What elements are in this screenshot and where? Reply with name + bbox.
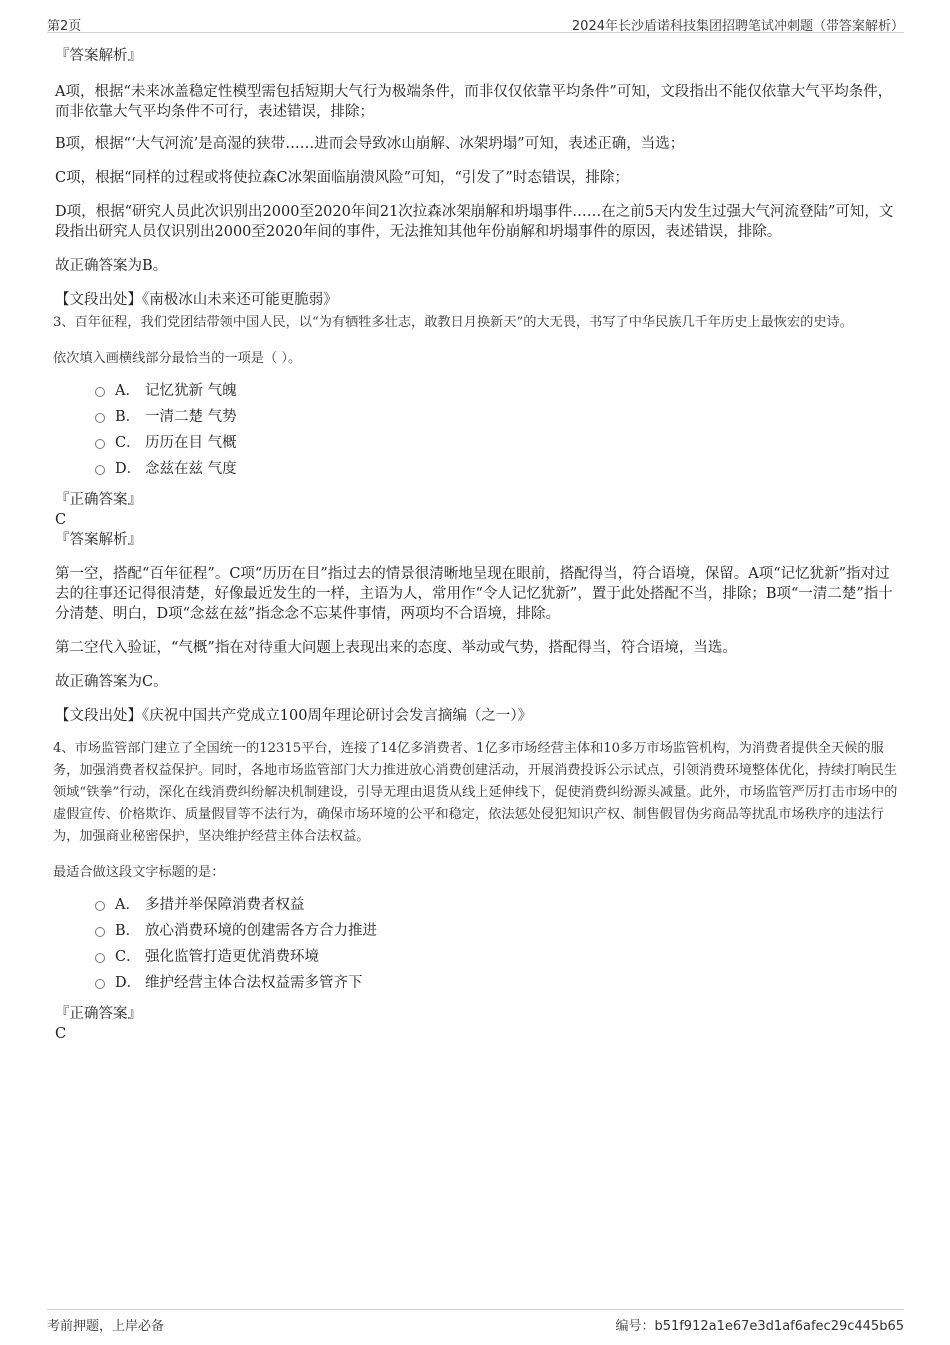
- option-letter: A．: [115, 897, 140, 913]
- option-b[interactable]: [95, 918, 900, 944]
- question-stem-3: 3、百年征程，我们党团结带领中国人民，以“为有牺牲多壮志，敢教日月换新天”的大无畏，书写了中华民族几千年历史上最恢宏的史诗。: [53, 315, 853, 330]
- option-text: 一清二楚 气势: [145, 409, 237, 425]
- page-footer: [47, 1309, 904, 1334]
- footer-slogan: 考前押题，上岸必备: [47, 1319, 165, 1334]
- document-code: 编号：b51f912a1e67e3d1af6afec29c445b65: [615, 1319, 904, 1334]
- question-instruction-4: 最适合做这段文字标题的是：: [53, 865, 225, 880]
- analysis-heading: 『答案解析』: [55, 48, 142, 64]
- page-number: 第2页: [47, 19, 82, 34]
- analysis-option-d: D项，根据“研究人员此次识别出2000至2020年间21次拉森冰架崩解和坍塌事件……在之前5天内发生过强大气河流登陆”可知，文段指出研究人员仅识别出2000至2020年间的事件，无法推知其他年份崩解和坍塌事件的原因，表述错误，排除。: [55, 204, 894, 240]
- radio-button[interactable]: [95, 465, 105, 475]
- option-text: 念兹在兹 气度: [145, 461, 237, 477]
- radio-button[interactable]: [95, 953, 105, 963]
- analysis-option-c: C项，根据“同样的过程或将使拉森C冰架面临崩溃风险”可知，“引发了”时态错误，排除；: [55, 170, 629, 186]
- option-c[interactable]: [95, 944, 900, 970]
- radio-button[interactable]: [95, 413, 105, 423]
- correct-answer-heading: 『正确答案』: [55, 492, 142, 508]
- option-a[interactable]: [95, 378, 900, 404]
- source-citation: 【文段出处】《庆祝中国共产党成立100周年理论研讨会发言摘编（之一）》: [55, 708, 533, 724]
- option-text: 放心消费环境的创建需各方合力推进: [145, 923, 377, 939]
- option-c[interactable]: [95, 430, 900, 456]
- option-letter: A．: [115, 383, 140, 399]
- option-letter: C．: [115, 435, 141, 451]
- question-options-4: [95, 892, 900, 996]
- option-text: 历历在目 气概: [145, 435, 237, 451]
- option-letter: D．: [115, 461, 142, 477]
- radio-button[interactable]: [95, 439, 105, 449]
- option-d[interactable]: [95, 970, 900, 996]
- option-text: 强化监管打造更优消费环境: [145, 949, 319, 965]
- option-b[interactable]: [95, 404, 900, 430]
- radio-button[interactable]: [95, 901, 105, 911]
- question-options-3: [95, 378, 900, 482]
- option-d[interactable]: [95, 456, 900, 482]
- answer-conclusion: 故正确答案为B。: [55, 258, 168, 274]
- analysis-paragraph-2: 第二空代入验证，“气概”指在对待重大问题上表现出来的态度、举动或气势，搭配得当，符合语境，当选。: [55, 640, 737, 656]
- correct-answer-value: C: [55, 1026, 67, 1042]
- radio-button[interactable]: [95, 387, 105, 397]
- analysis-heading: 『答案解析』: [55, 532, 142, 548]
- option-text: 维护经营主体合法权益需多管齐下: [145, 975, 363, 991]
- page-header: [47, 10, 904, 33]
- document-title: 2024年长沙盾诺科技集团招聘笔试冲刺题（带答案解析）: [571, 19, 904, 34]
- option-letter: C．: [115, 949, 141, 965]
- page-content: [55, 44, 900, 1044]
- source-citation: 【文段出处】《南极冰山未来还可能更脆弱》: [55, 292, 338, 308]
- question-instruction-3: 依次填入画横线部分最恰当的一项是（ ）。: [53, 351, 302, 366]
- option-letter: B．: [115, 409, 141, 425]
- radio-button[interactable]: [95, 979, 105, 989]
- option-letter: D．: [115, 975, 142, 991]
- option-text: 多措并举保障消费者权益: [145, 897, 305, 913]
- question-stem-4: 4、市场监管部门建立了全国统一的12315平台，连接了14亿多消费者、1亿多市场经营主体和10多万市场监管机构，为消费者提供全天候的服务，加强消费者权益保护。同时，各地市场监管部门大力推进放心消费创建活动，开展消费投诉公示试点，引领消费环境整体优化，持续打响民生领域“铁拳”行动，深化在线消费纠纷解决机制建设，引导无理由退货从线上延伸线下，促使消费纠纷源头减量。此外，市场监管严厉打击市场中的虚假宣传、价格欺诈、质量假冒等不法行为，确保市场环境的公平和稳定，依法惩处侵犯知识产权、制售假冒伪劣商品等扰乱市场秩序的违法行为，加强商业秘密保护，坚决维护经营主体合法权益。: [53, 741, 898, 844]
- option-text: 记忆犹新 气魄: [145, 383, 237, 399]
- answer-conclusion: 故正确答案为C。: [55, 674, 168, 690]
- analysis-option-a: A项，根据“未来冰盖稳定性模型需包括短期大气行为极端条件，而非仅仅依靠平均条件”可知，文段指出不能仅依靠大气平均条件，而非依靠大气平均条件不可行，表述错误，排除；: [55, 84, 893, 120]
- analysis-option-b: B项，根据“‘大气河流’是高湿的狭带……进而会导致冰山崩解、冰架坍塌”可知，表述正确，当选；: [55, 136, 685, 152]
- correct-answer-heading: 『正确答案』: [55, 1006, 142, 1022]
- analysis-paragraph-1: 第一空，搭配“百年征程”。C项“历历在目”指过去的情景很清晰地呈现在眼前，搭配得当，符合语境，保留。A项“记忆犹新”指对过去的往事还记得很清楚，好像最近发生的一样，主语为人，常用作“令人记忆犹新”，置于此处搭配不当，排除；B项“一清二楚”指十分清楚、明白，D项“念兹在兹”指念念不忘某件事情，两项均不合语境，排除。: [55, 566, 893, 622]
- option-a[interactable]: [95, 892, 900, 918]
- radio-button[interactable]: [95, 927, 105, 937]
- option-letter: B．: [115, 923, 141, 939]
- correct-answer-value: C: [55, 512, 67, 528]
